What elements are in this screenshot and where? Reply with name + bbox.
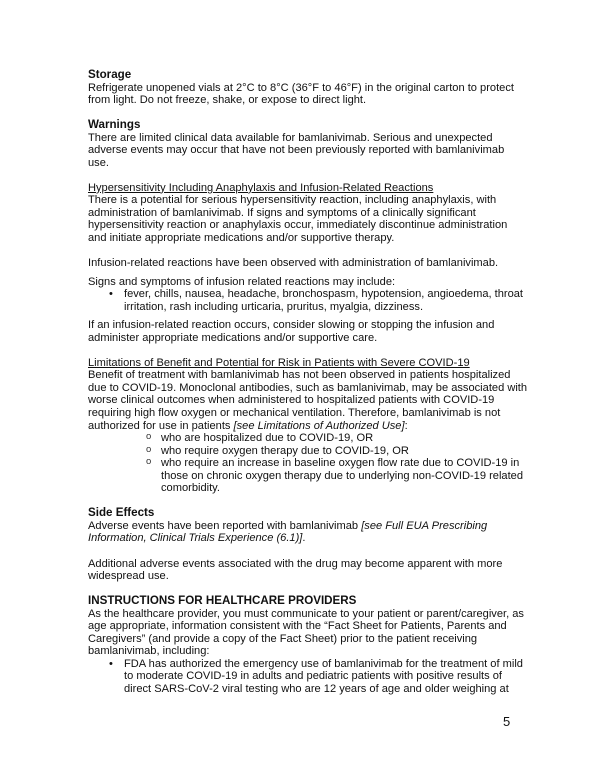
- list-item: • fever, chills, nausea, headache, bronchospasm, hypotension, angioedema, throat irritation, rash including urticaria, pruritus, myalgia, dizziness.: [88, 288, 528, 313]
- limitations-body: Benefit of treatment with bamlanivimab has not been observed in patients hospitalized due to COVID-19. Monoclonal antibodies, such as bamlanivimab, may be associated with worse clinical outcomes when administered to hospitalized patients with COVID-19 requiring high flow oxygen or mechanical ventilation. Therefore, bamlanivimab is not authorized for use in patients: [88, 369, 528, 432]
- side-effects-body: Adverse events have been reported with bamlanivimab: [88, 519, 362, 532]
- list-item: o who require oxygen therapy due to COVID-19, OR: [88, 445, 528, 458]
- storage-text: Refrigerate unopened vials at 2°C to 8°C (36°F to 46°F) in the original carton to protect from light. Do not freeze, shake, or expose to direct light.: [88, 81, 514, 107]
- warnings-heading: Warnings: [88, 118, 141, 132]
- list-item: • FDA has authorized the emergency use of bamlanivimab for the treatment of mild to moderate COVID-19 in adults and pediatric patients with positive results of direct SARS-CoV-2 viral testing who are 12 years of age and older weighing at: [88, 658, 528, 696]
- additional-adverse-events-text: Additional adverse events associated with the drug may become apparent with more widespread use.: [88, 557, 503, 583]
- instructions-list: [88, 658, 528, 696]
- list-item: o who require an increase in baseline oxygen flow rate due to COVID-19 in those on chronic oxygen therapy due to underlying non-COVID-19 related comorbidity.: [88, 457, 528, 495]
- document-page: [88, 69, 528, 695]
- hypersensitivity-subheading: Hypersensitivity Including Anaphylaxis and Infusion-Related Reactions: [88, 181, 434, 194]
- hypersensitivity-text: There is a potential for serious hypersensitivity reaction, including anaphylaxis, with administration of bamlanivimab. If signs and symptoms of a clinically significant hypersensitivity reaction or anaphylaxis occur, immediately discontinue administration and initiate appropriate medications and/or supportive therapy.: [88, 194, 508, 245]
- instructions-section: [88, 595, 528, 695]
- storage-section: [88, 69, 528, 107]
- side-effects-ref-tail: .: [302, 532, 306, 545]
- warnings-section: [88, 119, 528, 495]
- instructions-heading: INSTRUCTIONS FOR HEALTHCARE PROVIDERS: [88, 594, 357, 608]
- side-effects-section: [88, 507, 528, 582]
- instructions-text: As the healthcare provider, you must communicate to your patient or parent/caregiver, as age appropriate, information consistent with the “Fact Sheet for Patients, Parents and Caregivers” (and provide a copy of the Fact Sheet) prior to the patient receiving bamlanivimab, including:: [88, 607, 524, 658]
- limitations-reference: [see Limitations of Authorized Use]: [233, 419, 405, 432]
- signs-intro: Signs and symptoms of infusion related reactions may include:: [88, 275, 396, 288]
- warnings-text: There are limited clinical data available for bamlanivimab. Serious and unexpected adverse events may occur that have not been previously reported with bamlanivimab use.: [88, 131, 505, 169]
- side-effects-heading: Side Effects: [88, 506, 155, 520]
- side-effects-text: [88, 520, 528, 545]
- signs-list: [88, 288, 528, 313]
- infusion-observed-text: Infusion-related reactions have been observed with administration of bamlanivimab.: [88, 257, 499, 270]
- storage-heading: Storage: [88, 68, 132, 81]
- limitations-subheading: Limitations of Benefit and Potential for Risk in Patients with Severe COVID-19: [88, 356, 470, 369]
- limitations-list: [88, 432, 528, 495]
- infusion-action-text: If an infusion-related reaction occurs, consider slowing or stopping the infusion and administer appropriate medications and/or supportive care.: [88, 319, 495, 344]
- limitations-text: [88, 369, 528, 432]
- list-item: o who are hospitalized due to COVID-19, OR: [88, 432, 528, 445]
- side-effects-reference: [see Full EUA Prescribing Information, Clinical Trials Experience (6.1)]: [88, 519, 488, 545]
- page-number: 5: [503, 714, 511, 729]
- limitations-ref-tail: :: [404, 419, 408, 432]
